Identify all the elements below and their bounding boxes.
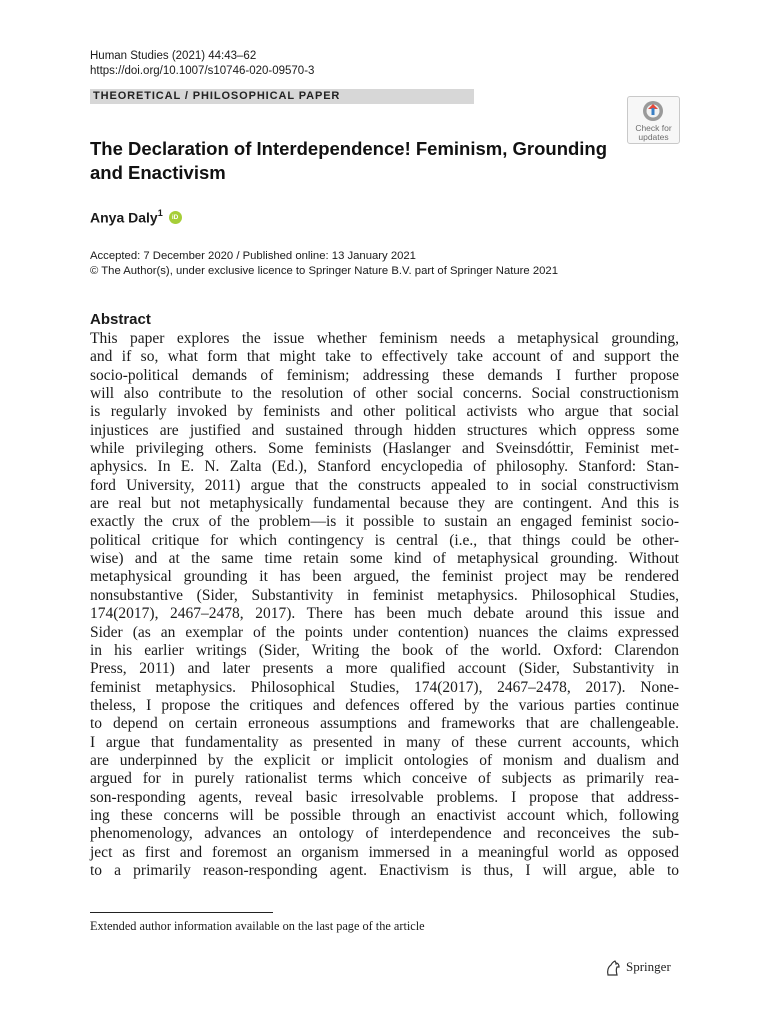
affiliation-mark: 1 <box>157 208 163 218</box>
abstract-line: nonsubstantive (Sider, Substantivity in feminist metaphysics. Philosophical Studies, <box>90 586 679 604</box>
abstract-line: are underpinned by the explicit or implicit ontologies of monism and dualism and <box>90 751 679 769</box>
abstract-line: socio-political demands of feminism; addressing these demands I further propose <box>90 366 679 384</box>
abstract-line: and if so, what form that might take to effectively take account of and support the <box>90 348 679 366</box>
abstract-line: are real but not metaphysically fundamental because they are contingent. And this is <box>90 495 679 513</box>
abstract-line: ject as first and foremost an organism immersed in a meaningful world as opposed <box>90 843 679 861</box>
abstract-line: injustices are justified and sustained through hidden structures which oppress some <box>90 421 679 439</box>
abstract-line: political critique for which contingency is central (i.e., that things could be other- <box>90 531 679 549</box>
orcid-icon-label: iD <box>171 213 179 221</box>
abstract-line: in his earlier writings (Sider, Writing the book of the world. Oxford: Clarendon <box>90 641 679 659</box>
abstract-line: son-responding agents, reveal basic irresolvable problems. I propose that address- <box>90 788 679 806</box>
abstract-line: theless, I propose the critiques and defences offered by the various parties continue <box>90 696 679 714</box>
abstract-line: argued for in purely rationalist terms which conceive of subjects as primarily rea- <box>90 770 679 788</box>
article-title: The Declaration of Interdependence! Feminism, Grounding and Enactivism <box>90 138 608 183</box>
crossmark-label-2: updates <box>638 132 669 142</box>
abstract-line: is regularly invoked by feminists and other political activists who argue that social <box>90 403 679 421</box>
check-for-updates-badge[interactable] <box>627 96 680 144</box>
orcid-icon[interactable] <box>169 211 182 224</box>
abstract-line: ford University, 2011) argue that the constructs appealed to in social constructivism <box>90 476 679 494</box>
accepted-published-dates: Accepted: 7 December 2020 / Published online: 13 January 2021 <box>90 250 416 262</box>
footnote: Extended author information available on the last page of the article <box>90 919 425 933</box>
doi-link[interactable]: https://doi.org/10.1007/s10746-020-09570-3 <box>90 65 315 77</box>
copyright-notice: © The Author(s), under exclusive licence to Springer Nature B.V. part of Springer Nature 2021 <box>90 265 558 277</box>
abstract-body <box>90 330 679 880</box>
abstract-line: phenomenology, advances an ontology of interdependence and reconceives the sub- <box>90 825 679 843</box>
paper-type-banner: THEORETICAL / PHILOSOPHICAL PAPER <box>90 89 474 104</box>
publisher-name: Springer <box>626 959 671 974</box>
crossmark-icon <box>642 100 664 122</box>
abstract-line: to depend on certain erroneous assumptions and frameworks that are challengeable. <box>90 715 679 733</box>
abstract-line: while privileging others. Some feminists (Haslanger and Sveinsdóttir, Feminist met- <box>90 440 679 458</box>
abstract-line: metaphysical grounding it has been argued, the feminist project may be rendered <box>90 568 679 586</box>
crossmark-label-1: Check for <box>635 123 672 133</box>
abstract-line: Press, 2011) and later presents a more qualified account (Sider, Substantivity in <box>90 660 679 678</box>
springer-horse-icon <box>604 959 622 977</box>
abstract-line: I argue that fundamentality as presented in many of these current accounts, which <box>90 733 679 751</box>
abstract-line: feminist metaphysics. Philosophical Studies, 174(2017), 2467–2478, 2017). None- <box>90 678 679 696</box>
abstract-line: Sider (as an exemplar of the points under contention) nuances the claims expressed <box>90 623 679 641</box>
journal-info <box>90 49 314 79</box>
abstract-line: ing these concerns will be possible through an enactivist account which, following <box>90 806 679 824</box>
abstract-line: This paper explores the issue whether feminism needs a metaphysical grounding, <box>90 330 679 347</box>
abstract-line: will also contribute to the resolution of other social concerns. Social constructionism <box>90 385 679 403</box>
publication-dates <box>90 249 558 279</box>
abstract-line: aphysics. In E. N. Zalta (Ed.), Stanford encyclopedia of philosophy. Stanford: Stan- <box>90 458 679 476</box>
author-name[interactable]: Anya Daly <box>90 209 158 226</box>
author-line <box>90 209 182 226</box>
abstract-line: wise) and at the same time retain some kind of metaphysical grounding. Without <box>90 550 679 568</box>
abstract-heading: Abstract <box>90 311 151 328</box>
journal-citation: Human Studies (2021) 44:43–62 <box>90 50 257 62</box>
abstract-line: to a primarily reason-responding agent. Enactivism is thus, I will argue, able to <box>90 861 679 879</box>
abstract-line: exactly the crux of the problem—is it possible to sustain an engaged feminist socio- <box>90 513 679 531</box>
footnote-divider <box>90 912 273 913</box>
abstract-line: 174(2017), 2467–2478, 2017). There has been much debate around this issue and <box>90 605 679 623</box>
